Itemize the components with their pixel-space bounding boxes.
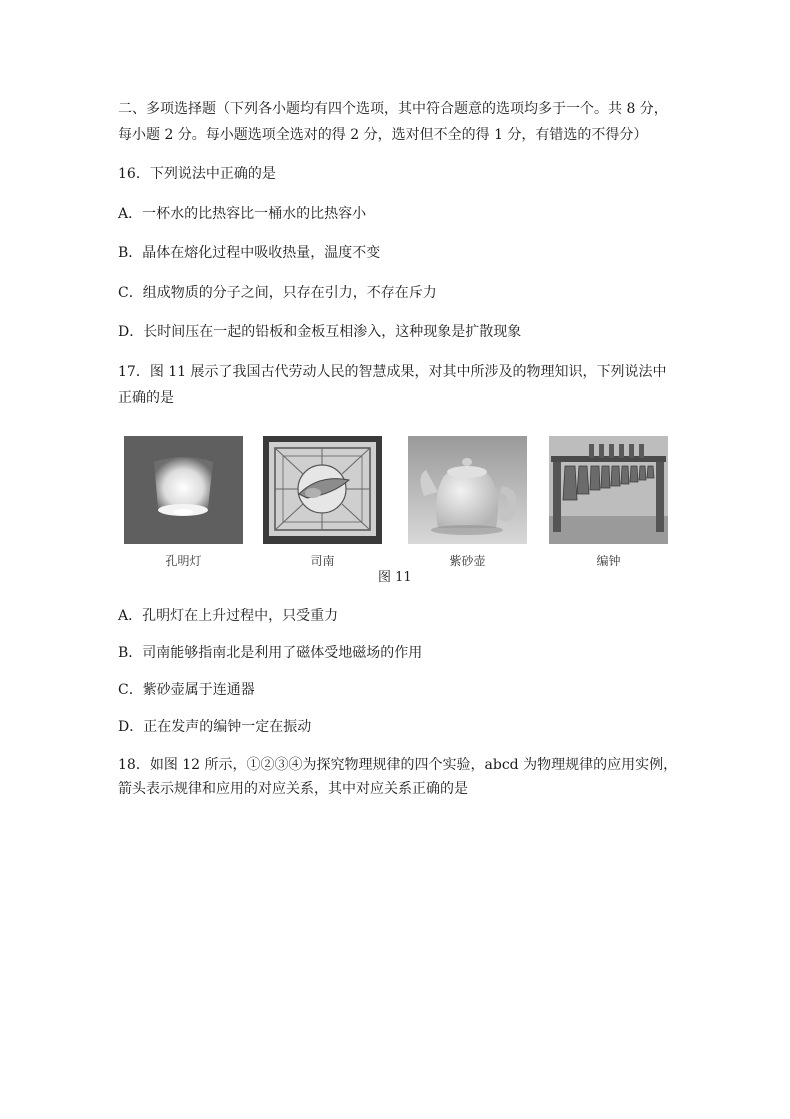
section-heading-line1: 二、多项选择题（下列各小题均有四个选项，其中符合题意的选项均多于一个。共 8 分， <box>118 101 668 117</box>
q17-option-a: A．孔明灯在上升过程中，只受重力 <box>118 608 339 624</box>
caption-kongming-lantern: 孔明灯 <box>165 554 202 568</box>
q18-stem-line1: 18．如图 12 所示，①②③④为探究物理规律的四个实验，abcd 为物理规律的应用实例， <box>118 757 678 773</box>
sinan-compass-photo <box>263 436 382 544</box>
q17-stem-line2: 正确的是 <box>118 390 174 406</box>
caption-sinan: 司南 <box>310 554 335 568</box>
q16-option-b: B．晶体在熔化过程中吸收热量，温度不变 <box>118 245 381 261</box>
bianzhong-bells-photo <box>549 436 668 544</box>
q16-option-a: A．一杯水的比热容比一桶水的比热容小 <box>118 206 367 222</box>
q17-stem-line1: 17．图 11 展示了我国古代劳动人民的智慧成果，对其中所涉及的物理知识，下列说法中 <box>118 364 667 380</box>
caption-bianzhong: 编钟 <box>596 554 621 568</box>
q17-option-c: C．紫砂壶属于连通器 <box>118 682 255 698</box>
q17-option-b: B．司南能够指南北是利用了磁体受地磁场的作用 <box>118 645 423 661</box>
q16-option-d: D．长时间压在一起的铅板和金板互相渗入，这种现象是扩散现象 <box>118 324 522 340</box>
section-heading-line2: 每小题 2 分。每小题选项全选对的得 2 分，选对但不全的得 1 分，有错选的不得分） <box>118 127 648 143</box>
zisha-teapot-photo <box>408 436 527 544</box>
kongming-lantern-photo <box>124 436 243 544</box>
q18-stem-line2: 箭头表示规律和应用的对应关系，其中对应关系正确的是 <box>118 781 468 797</box>
q17-option-d: D．正在发声的编钟一定在振动 <box>118 719 312 735</box>
q16-option-c: C．组成物质的分子之间，只存在引力，不存在斥力 <box>118 285 437 301</box>
q16-stem: 16．下列说法中正确的是 <box>118 166 276 182</box>
figure-11-title: 图 11 <box>378 570 412 585</box>
caption-zisha-teapot: 紫砂壶 <box>449 554 486 568</box>
